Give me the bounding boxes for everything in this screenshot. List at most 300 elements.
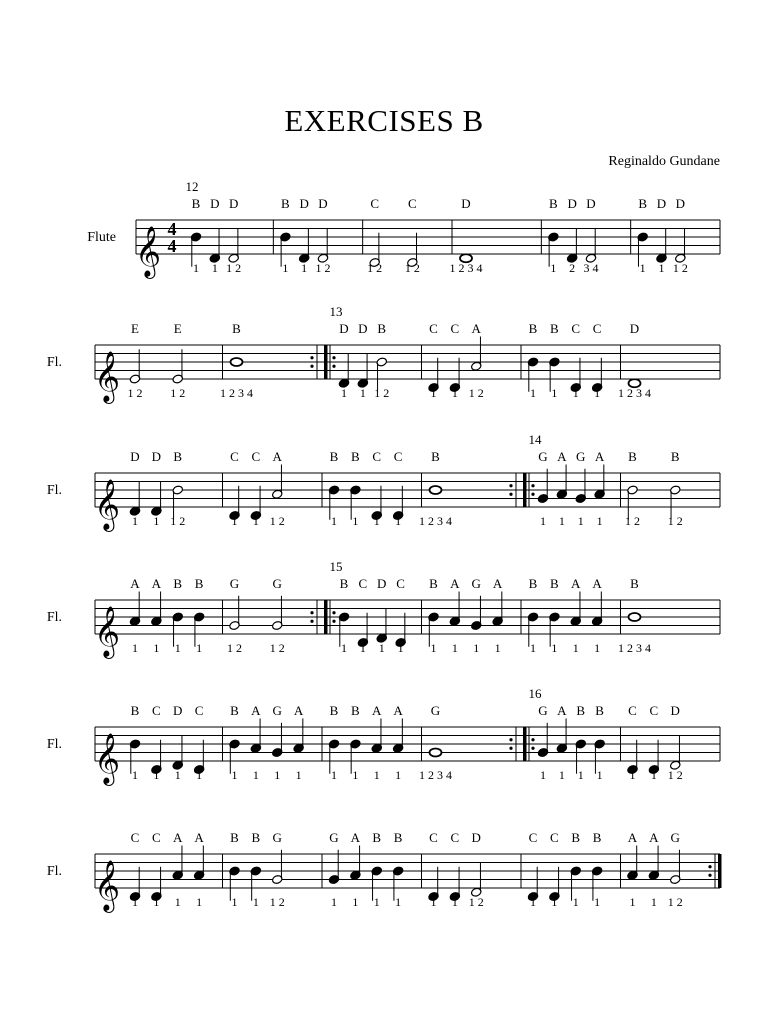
- note: [172, 830, 183, 909]
- fingering-label: 1: [451, 895, 458, 909]
- note-name-label: C: [592, 321, 602, 336]
- note-name-label: A: [627, 830, 638, 845]
- time-signature-top: 4: [167, 219, 177, 239]
- note-name-label: G: [538, 449, 548, 464]
- fingering-label: 3 4: [583, 261, 599, 275]
- fingering-label: 1: [174, 768, 181, 782]
- note: [556, 703, 567, 782]
- note-name-label: B: [329, 703, 339, 718]
- note-name-label: G: [576, 449, 586, 464]
- note: [129, 703, 140, 782]
- instrument-label: Flute: [87, 230, 116, 245]
- fingering-label: 1: [558, 514, 565, 528]
- note: [338, 576, 349, 655]
- note: [591, 576, 602, 655]
- note: [627, 703, 638, 782]
- note: [193, 830, 204, 909]
- note: [594, 449, 605, 528]
- note-name-label: C: [429, 830, 438, 845]
- note: [193, 576, 204, 655]
- fingering-label: 1 2 3 4: [618, 386, 651, 400]
- note-name-label: A: [251, 703, 261, 718]
- fingering-label: 1: [650, 895, 657, 909]
- note: [627, 830, 638, 909]
- note-name-label: A: [130, 576, 140, 591]
- note-name-label: C: [358, 576, 368, 591]
- fingering-label: 1: [577, 768, 584, 782]
- note-name-label: E: [173, 321, 182, 336]
- repeat-dot: [332, 356, 335, 359]
- fingering-label: 1: [596, 514, 603, 528]
- fingering-label: 1: [596, 768, 603, 782]
- note-name-label: D: [670, 703, 680, 718]
- note-name-label: G: [272, 830, 282, 845]
- measure-number: 12: [185, 179, 199, 194]
- note-name-label: D: [358, 321, 368, 336]
- note-name-label: C: [407, 196, 417, 211]
- notehead: [231, 358, 243, 366]
- fingering-label: 2: [569, 261, 576, 275]
- note: [549, 830, 560, 909]
- repeat-thick-bar: [324, 345, 328, 379]
- note-name-label: C: [550, 830, 559, 845]
- note-name-label: G: [229, 576, 240, 591]
- fingering-label: 1 2: [170, 514, 186, 528]
- note: [392, 449, 403, 528]
- repeat-dot: [531, 484, 534, 487]
- treble-clef-icon: 𝄞: [93, 734, 121, 783]
- note-name-label: A: [557, 703, 567, 718]
- note: [527, 321, 538, 400]
- note-name-label: A: [592, 576, 602, 591]
- note-name-label: A: [350, 830, 361, 845]
- note-name-label: D: [586, 196, 596, 211]
- note: [668, 449, 683, 528]
- note: [575, 703, 586, 782]
- note: [229, 830, 240, 909]
- note: [648, 830, 659, 909]
- note-name-label: A: [293, 703, 304, 718]
- treble-clef-icon: 𝄞: [93, 861, 121, 910]
- fingering-label: 1: [231, 514, 238, 528]
- note-name-label: A: [471, 321, 481, 336]
- repeat-dot: [332, 611, 335, 614]
- fingering-label: 1: [395, 514, 402, 528]
- staff-system-5: [47, 686, 720, 786]
- note-name-label: C: [194, 703, 204, 718]
- note-name-label: C: [649, 703, 659, 718]
- note: [374, 321, 389, 400]
- fingering-label: 1: [551, 386, 558, 400]
- note-name-label: G: [272, 576, 282, 591]
- note: [570, 830, 581, 909]
- note-name-label: D: [228, 196, 239, 211]
- note: [298, 196, 309, 275]
- fingering-label: 1: [629, 895, 636, 909]
- note: [566, 196, 577, 275]
- fingering-label: 1: [530, 386, 536, 400]
- note: [172, 576, 183, 655]
- fingering-label: 1: [577, 514, 584, 528]
- note-name-label: D: [318, 196, 328, 211]
- fingering-label: 1: [395, 768, 402, 782]
- note: [449, 321, 460, 400]
- note: [618, 321, 651, 400]
- note-name-label: A: [649, 830, 659, 845]
- note: [537, 449, 548, 528]
- note: [250, 449, 261, 528]
- note-name-label: B: [351, 449, 360, 464]
- note-name-label: C: [251, 449, 261, 464]
- note-name-label: C: [429, 321, 438, 336]
- note-name-label: B: [548, 196, 558, 211]
- note-name-label: B: [377, 321, 387, 336]
- fingering-label: 1: [551, 895, 558, 909]
- notehead: [629, 613, 641, 621]
- repeat-dot: [531, 738, 534, 741]
- staff-system-6: [47, 830, 722, 913]
- instrument-label: Fl.: [46, 864, 62, 879]
- note: [129, 449, 140, 528]
- note-name-label: D: [210, 196, 220, 211]
- note: [449, 830, 460, 909]
- note: [270, 449, 285, 528]
- note-name-label: B: [130, 703, 140, 718]
- note: [584, 196, 599, 275]
- fingering-label: 1: [252, 895, 259, 909]
- note-name-label: B: [230, 830, 239, 845]
- measure-number: 13: [329, 304, 343, 319]
- note-name-label: D: [629, 321, 640, 336]
- note-name-label: B: [550, 321, 559, 336]
- note-name-label: B: [576, 703, 586, 718]
- note-name-label: G: [670, 830, 680, 845]
- note-name-label: B: [251, 830, 261, 845]
- note-name-label: D: [173, 703, 183, 718]
- note: [527, 576, 538, 655]
- fingering-label: 1: [551, 641, 558, 655]
- fingering-label: 1: [231, 895, 238, 909]
- note: [371, 449, 382, 528]
- note: [392, 703, 403, 782]
- fingering-label: 1: [658, 261, 665, 275]
- fingering-label: 1: [430, 895, 437, 909]
- final-thick-bar: [718, 854, 722, 888]
- fingering-label: 1: [430, 641, 437, 655]
- note-name-label: D: [675, 196, 686, 211]
- page-title: EXERCISES B: [284, 103, 484, 138]
- repeat-dot: [509, 493, 512, 496]
- note-name-label: G: [272, 703, 282, 718]
- note-name-label: A: [571, 576, 581, 591]
- fingering-label: 1 2 3 4: [220, 386, 253, 400]
- note-name-label: A: [151, 576, 162, 591]
- note: [570, 321, 581, 400]
- note: [129, 830, 140, 909]
- measure-number: 14: [528, 432, 542, 447]
- note-name-label: B: [429, 576, 438, 591]
- note: [272, 703, 283, 782]
- fingering-label: 1 2: [269, 514, 285, 528]
- note: [350, 830, 361, 909]
- note-name-label: A: [450, 576, 460, 591]
- note-name-label: B: [528, 576, 538, 591]
- fingering-label: 1: [331, 768, 337, 782]
- repeat-dot: [708, 874, 711, 877]
- fingering-label: 1 2 3 4: [419, 514, 452, 528]
- fingering-label: 1: [352, 768, 359, 782]
- repeat-thick-bar: [523, 727, 527, 761]
- note: [328, 830, 339, 909]
- fingering-label: 1: [252, 514, 259, 528]
- fingering-label: 1 2: [667, 895, 683, 909]
- fingering-label: 1: [395, 895, 402, 909]
- fingering-label: 1 2: [672, 261, 688, 275]
- fingering-label: 1: [274, 768, 281, 782]
- note: [428, 576, 439, 655]
- note: [209, 196, 220, 275]
- measure-number: 16: [528, 686, 542, 701]
- note: [549, 576, 560, 655]
- fingering-label: 1 2: [625, 514, 640, 528]
- note: [591, 321, 602, 400]
- note: [548, 196, 559, 275]
- note-name-label: B: [280, 196, 290, 211]
- note: [449, 576, 460, 655]
- note: [428, 321, 439, 400]
- fingering-label: 1: [252, 768, 259, 782]
- fingering-label: 1: [530, 895, 536, 909]
- fingering-label: 1: [572, 895, 579, 909]
- fingering-label: 1: [359, 386, 366, 400]
- fingering-label: 1: [359, 641, 366, 655]
- composer-name: Reginaldo Gundane: [608, 154, 720, 169]
- time-signature-bottom: 4: [167, 236, 177, 256]
- note-name-label: B: [232, 321, 241, 336]
- repeat-dot: [332, 365, 335, 368]
- fingering-label: 1 2: [367, 261, 383, 275]
- note: [428, 830, 439, 909]
- repeat-dot: [310, 620, 313, 623]
- fingering-label: 1: [494, 641, 501, 655]
- note: [395, 576, 406, 655]
- note-name-label: G: [471, 576, 481, 591]
- note-name-label: B: [191, 196, 201, 211]
- fingering-label: 1 2: [269, 641, 285, 655]
- fingering-label: 1 2: [226, 261, 242, 275]
- note: [350, 449, 361, 528]
- fingering-label: 1: [540, 768, 546, 782]
- note-name-label: A: [393, 703, 403, 718]
- treble-clef-icon: 𝄞: [93, 352, 121, 401]
- repeat-dot: [509, 484, 512, 487]
- fingering-label: 1: [650, 768, 657, 782]
- fingering-label: 1: [196, 895, 203, 909]
- note: [549, 321, 560, 400]
- fingering-label: 1 2: [227, 641, 242, 655]
- note-name-label: C: [370, 196, 380, 211]
- note: [367, 196, 382, 275]
- note-name-label: D: [339, 321, 349, 336]
- note-name-label: B: [339, 576, 349, 591]
- repeat-dot: [310, 611, 313, 614]
- fingering-label: 1: [451, 386, 458, 400]
- note-name-label: B: [431, 449, 440, 464]
- fingering-label: 1: [282, 261, 289, 275]
- note-name-label: C: [130, 830, 140, 845]
- fingering-label: 1: [153, 768, 160, 782]
- repeat-dot: [310, 365, 313, 368]
- fingering-label: 1: [331, 895, 337, 909]
- note-name-label: C: [152, 703, 161, 718]
- note: [250, 703, 261, 782]
- note-name-label: G: [430, 703, 441, 718]
- treble-clef-icon: 𝄞: [93, 480, 121, 529]
- note: [338, 321, 349, 400]
- note-name-label: C: [372, 449, 382, 464]
- note: [151, 576, 162, 655]
- fingering-label: 1: [373, 768, 380, 782]
- note-name-label: B: [351, 703, 360, 718]
- fingering-label: 1: [594, 386, 601, 400]
- fingering-label: 1 2: [127, 386, 143, 400]
- note-name-label: D: [471, 830, 481, 845]
- staff-system-4: [47, 559, 720, 659]
- fingering-label: 1: [473, 641, 480, 655]
- fingering-label: 1: [378, 641, 385, 655]
- note: [469, 321, 484, 400]
- note-name-label: C: [152, 830, 161, 845]
- fingering-label: 1: [153, 895, 160, 909]
- note-name-label: A: [557, 449, 567, 464]
- note-name-label: B: [528, 321, 538, 336]
- note-name-label: C: [628, 703, 637, 718]
- note: [527, 830, 538, 909]
- note: [637, 196, 648, 275]
- fingering-label: 1 2 3 4: [618, 641, 651, 655]
- note: [350, 703, 361, 782]
- fingering-label: 1: [373, 895, 380, 909]
- note-name-label: A: [372, 703, 382, 718]
- note: [371, 703, 382, 782]
- note: [293, 703, 304, 782]
- treble-clef-icon: 𝄞: [93, 607, 121, 656]
- note-name-label: D: [461, 196, 471, 211]
- fingering-label: 1: [153, 641, 160, 655]
- fingering-label: 1: [629, 768, 636, 782]
- note: [151, 830, 162, 909]
- repeat-dot: [509, 738, 512, 741]
- note: [229, 449, 240, 528]
- measure-number: 15: [329, 559, 343, 574]
- fingering-label: 1: [594, 895, 601, 909]
- note-name-label: C: [396, 576, 405, 591]
- note: [250, 830, 261, 909]
- fingering-label: 1: [572, 386, 579, 400]
- note-name-label: E: [131, 321, 139, 336]
- note-name-label: A: [594, 449, 605, 464]
- fingering-label: 1 2 3 4: [419, 768, 452, 782]
- fingering-label: 1 2 3 4: [449, 261, 483, 275]
- fingering-label: 1 2: [468, 386, 484, 400]
- note: [128, 321, 143, 400]
- note-name-label: A: [492, 576, 503, 591]
- note-name-label: D: [656, 196, 667, 211]
- note-name-label: C: [393, 449, 403, 464]
- notehead: [430, 486, 442, 494]
- fingering-label: 1: [572, 641, 579, 655]
- note-name-label: B: [550, 576, 559, 591]
- note-name-label: A: [272, 449, 282, 464]
- note-name-label: D: [130, 449, 140, 464]
- repeat-thick-bar: [523, 473, 527, 507]
- fingering-label: 1: [231, 768, 238, 782]
- fingering-label: 1 2: [667, 768, 683, 782]
- fingering-label: 1: [153, 514, 160, 528]
- note-name-label: B: [230, 703, 239, 718]
- fingering-label: 1: [373, 514, 380, 528]
- fingering-label: 1: [594, 641, 601, 655]
- note: [469, 830, 484, 909]
- note: [270, 830, 285, 909]
- fingering-label: 1: [174, 641, 181, 655]
- note: [405, 196, 420, 275]
- note: [618, 576, 651, 655]
- fingering-label: 1: [331, 514, 337, 528]
- note-name-label: B: [173, 449, 183, 464]
- note-name-label: B: [670, 449, 680, 464]
- note: [190, 196, 201, 275]
- note: [229, 703, 240, 782]
- note: [673, 196, 688, 275]
- note-name-label: G: [329, 830, 339, 845]
- treble-clef-icon: 𝄞: [134, 227, 162, 276]
- instrument-label: Fl.: [46, 355, 62, 370]
- instrument-label: Fl.: [46, 737, 62, 752]
- note: [594, 703, 605, 782]
- note-name-label: C: [528, 830, 538, 845]
- staff-system-1: [87, 179, 720, 279]
- repeat-dot: [509, 747, 512, 750]
- fingering-label: 1 2: [315, 261, 331, 275]
- fingering-label: 1 2: [667, 514, 683, 528]
- repeat-dot: [531, 747, 534, 750]
- note: [328, 449, 339, 528]
- note: [575, 449, 586, 528]
- fingering-label: 1: [558, 768, 565, 782]
- note: [471, 576, 482, 655]
- note: [170, 449, 185, 528]
- note-name-label: B: [393, 830, 403, 845]
- note-name-label: D: [377, 576, 387, 591]
- note-name-label: C: [450, 321, 460, 336]
- fingering-label: 1: [352, 895, 359, 909]
- note-name-label: C: [571, 321, 581, 336]
- note: [376, 576, 387, 655]
- note-name-label: B: [173, 576, 183, 591]
- fingering-label: 1: [397, 641, 404, 655]
- note-name-label: C: [230, 449, 239, 464]
- repeat-dot: [310, 356, 313, 359]
- note-name-label: B: [638, 196, 648, 211]
- fingering-label: 1: [301, 261, 308, 275]
- fingering-label: 1: [196, 641, 203, 655]
- note-name-label: D: [567, 196, 577, 211]
- fingering-label: 1: [352, 514, 359, 528]
- repeat-dot: [531, 493, 534, 496]
- note: [151, 703, 162, 782]
- note: [170, 321, 185, 400]
